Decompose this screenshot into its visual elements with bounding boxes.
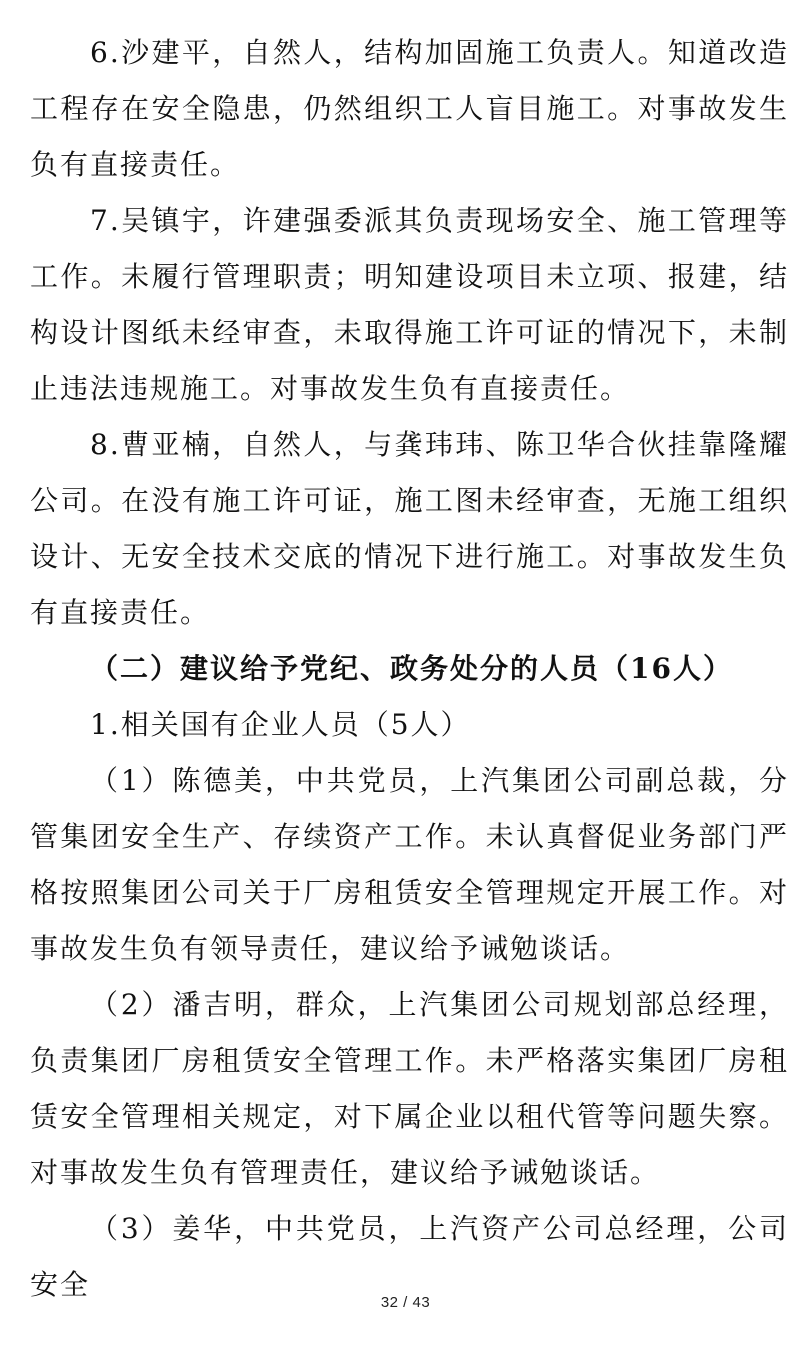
paragraph-item-7: 7.吴镇宇，许建强委派其负责现场安全、施工管理等工作。未履行管理职责；明知建设项目未立项、报建，结构设计图纸未经审查，未取得施工许可证的情况下，未制止违法违规施工。对事故发生负有直接责任。	[30, 204, 789, 405]
subsection-heading: 1.相关国有企业人员（5人）	[90, 708, 471, 741]
paragraph-person-2: （2）潘吉明，群众，上汽集团公司规划部总经理，负责集团厂房租赁安全管理工作。未严格落实集团厂房租赁安全管理相关规定，对下属企业以租代管等问题失察。对事故发生负有管理责任，建议给予诫勉谈话。	[30, 988, 789, 1189]
section-heading: （二）建议给予党纪、政务处分的人员（16人）	[90, 652, 733, 685]
page-number: 32 / 43	[380, 1294, 431, 1311]
paragraph-person-1: （1）陈德美，中共党员，上汽集团公司副总裁，分管集团安全生产、存续资产工作。未认真督促业务部门严格按照集团公司关于厂房租赁安全管理规定开展工作。对事故发生负有领导责任，建议给予诫勉谈话。	[30, 764, 789, 965]
paragraph-person-3: （3）姜华，中共党员，上汽资产公司总经理，公司安全	[30, 1212, 789, 1301]
paragraph-item-6: 6.沙建平，自然人，结构加固施工负责人。知道改造工程存在安全隐患，仍然组织工人盲目施工。对事故发生负有直接责任。	[30, 36, 789, 181]
paragraph-item-8: 8.曹亚楠，自然人，与龚玮玮、陈卫华合伙挂靠隆耀公司。在没有施工许可证，施工图未经审查，无施工组织设计、无安全技术交底的情况下进行施工。对事故发生负有直接责任。	[30, 428, 789, 629]
